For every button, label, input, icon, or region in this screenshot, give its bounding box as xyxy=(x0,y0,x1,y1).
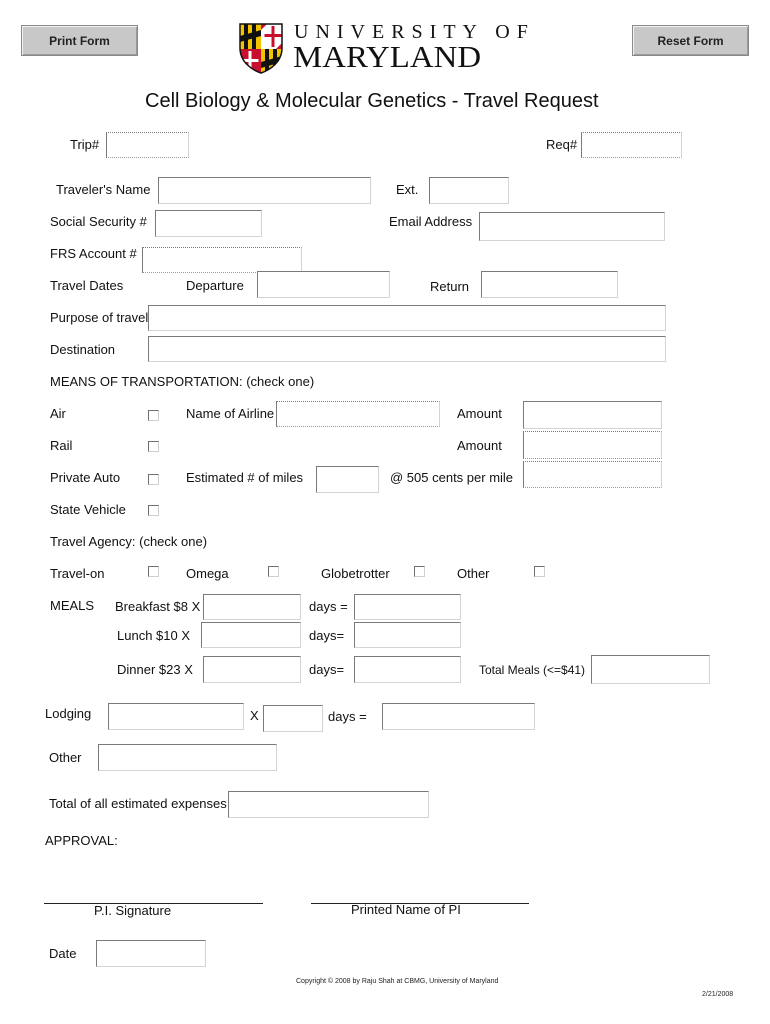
ext-input[interactable] xyxy=(429,177,509,204)
lodging-rate-input[interactable] xyxy=(108,703,244,730)
breakfast-count-input[interactable] xyxy=(203,594,301,620)
logo-maryland: MARYLAND xyxy=(293,39,482,74)
air-label: Air xyxy=(50,406,66,421)
total-meals-label: Total Meals (<=$41) xyxy=(479,663,586,677)
rail-label: Rail xyxy=(50,438,73,453)
lunch-days-input[interactable] xyxy=(354,622,461,648)
trip-label: Trip# xyxy=(70,137,100,152)
omega-checkbox[interactable] xyxy=(268,566,279,577)
page-title: Cell Biology & Molecular Genetics - Travel Request xyxy=(145,90,599,112)
globetrotter-label: Globetrotter xyxy=(321,566,390,581)
date-input[interactable] xyxy=(96,940,206,967)
printed-name-label: Printed Name of PI xyxy=(351,902,461,917)
pi-signature-label: P.I. Signature xyxy=(94,903,172,918)
print-form-button[interactable]: Print Form xyxy=(21,25,138,56)
lodging-days-label: days = xyxy=(328,709,367,724)
dinner-label: Dinner $23 X xyxy=(117,662,193,677)
lunch-days-label: days= xyxy=(309,628,345,643)
footer-date: 2/21/2008 xyxy=(702,991,734,998)
purpose-input[interactable] xyxy=(148,305,666,331)
purpose-label: Purpose of travel xyxy=(50,310,149,325)
air-amount-input[interactable] xyxy=(523,401,662,429)
other-agency-checkbox[interactable] xyxy=(534,566,545,577)
return-input[interactable] xyxy=(481,271,618,298)
total-meals-input[interactable] xyxy=(591,655,710,684)
traveler-name-label: Traveler's Name xyxy=(56,182,151,197)
lodging-x-label: X xyxy=(250,708,259,723)
return-label: Return xyxy=(430,279,470,294)
est-miles-label: Estimated # of miles xyxy=(186,470,304,485)
travel-on-checkbox[interactable] xyxy=(148,566,159,577)
air-amount-label: Amount xyxy=(457,406,502,421)
email-label: Email Address xyxy=(389,214,473,229)
ssn-input[interactable] xyxy=(155,210,262,237)
destination-label: Destination xyxy=(50,342,116,357)
reset-form-button[interactable]: Reset Form xyxy=(632,25,749,56)
university-logo xyxy=(236,20,535,76)
departure-label: Departure xyxy=(186,278,244,293)
email-input[interactable] xyxy=(479,212,665,241)
logo-university-of: UNIVERSITY OF xyxy=(294,21,535,43)
dinner-days-label: days= xyxy=(309,662,345,677)
state-vehicle-checkbox[interactable] xyxy=(148,505,159,516)
rail-amount-input[interactable] xyxy=(523,431,662,459)
date-label: Date xyxy=(49,946,77,961)
other-expense-label: Other xyxy=(49,750,82,765)
frs-account-input[interactable] xyxy=(142,247,302,273)
ext-label: Ext. xyxy=(396,182,419,197)
breakfast-days-input[interactable] xyxy=(354,594,461,620)
private-auto-checkbox[interactable] xyxy=(148,474,159,485)
globetrotter-checkbox[interactable] xyxy=(414,566,425,577)
state-vehicle-label: State Vehicle xyxy=(50,502,126,517)
req-label: Req# xyxy=(546,137,578,152)
destination-input[interactable] xyxy=(148,336,666,362)
travel-agency-heading: Travel Agency: (check one) xyxy=(50,534,208,549)
private-auto-label: Private Auto xyxy=(50,470,121,485)
req-input[interactable] xyxy=(581,132,682,158)
frs-account-label: FRS Account # xyxy=(50,246,137,261)
approval-heading: APPROVAL: xyxy=(45,833,118,848)
other-agency-label: Other xyxy=(457,566,490,581)
means-of-transportation-heading: MEANS OF TRANSPORTATION: (check one) xyxy=(50,374,315,389)
rail-amount-label: Amount xyxy=(457,438,502,453)
airline-input[interactable] xyxy=(276,401,440,427)
dinner-count-input[interactable] xyxy=(203,656,301,683)
est-miles-input[interactable] xyxy=(316,466,379,493)
maryland-flag-shield-icon xyxy=(236,22,286,74)
ssn-label: Social Security # xyxy=(50,214,147,229)
trip-input[interactable] xyxy=(106,132,189,158)
departure-input[interactable] xyxy=(257,271,390,298)
lunch-count-input[interactable] xyxy=(201,622,301,648)
lodging-nights-input[interactable] xyxy=(263,705,323,732)
lodging-label: Lodging xyxy=(45,706,92,721)
meals-label: MEALS xyxy=(50,598,95,613)
auto-amount-input[interactable] xyxy=(523,461,662,488)
lunch-label: Lunch $10 X xyxy=(117,628,191,643)
airline-label: Name of Airline xyxy=(186,406,275,421)
breakfast-days-label: days = xyxy=(309,599,348,614)
other-expense-input[interactable] xyxy=(98,744,277,771)
lodging-total-input[interactable] xyxy=(382,703,535,730)
total-expenses-label: Total of all estimated expenses xyxy=(49,796,227,811)
travel-on-label: Travel-on xyxy=(50,566,105,581)
rail-checkbox[interactable] xyxy=(148,441,159,452)
total-expenses-input[interactable] xyxy=(228,791,429,818)
copyright-text: Copyright © 2008 by Raju Shah at CBMG, University of Maryland xyxy=(296,978,499,985)
breakfast-label: Breakfast $8 X xyxy=(115,599,201,614)
travel-dates-label: Travel Dates xyxy=(50,278,124,293)
traveler-name-input[interactable] xyxy=(158,177,371,204)
omega-label: Omega xyxy=(186,566,229,581)
dinner-days-input[interactable] xyxy=(354,656,461,683)
air-checkbox[interactable] xyxy=(148,410,159,421)
per-mile-label: @ 505 cents per mile xyxy=(390,470,514,485)
